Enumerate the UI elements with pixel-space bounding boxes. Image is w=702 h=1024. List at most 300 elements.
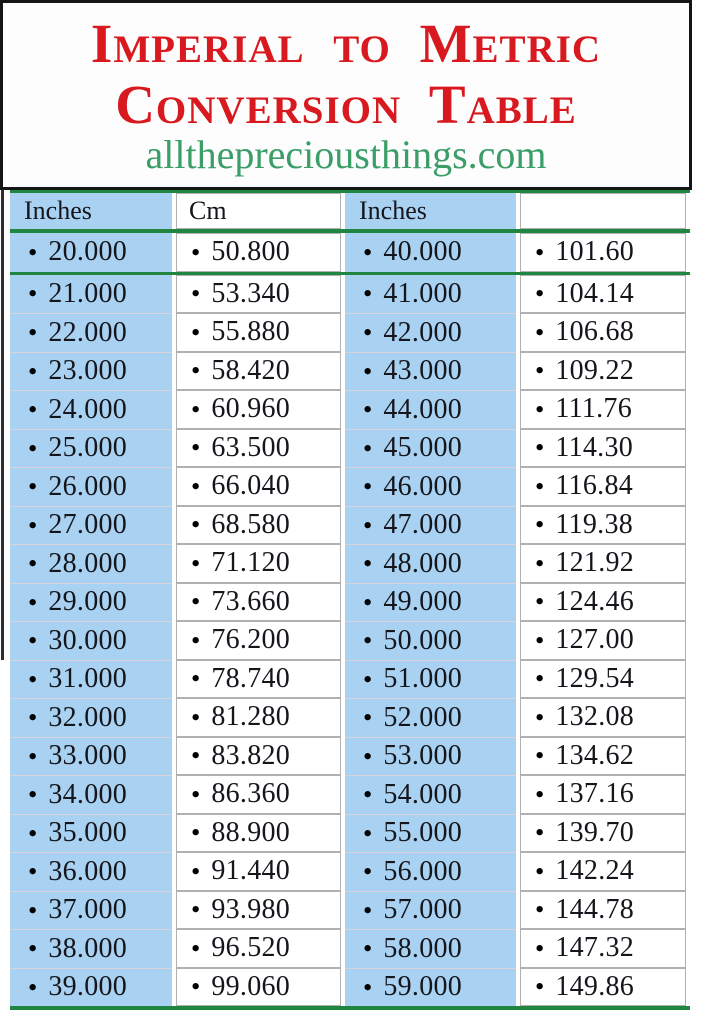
table-cell [10, 968, 172, 1007]
bullet-icon: • [191, 393, 201, 424]
table-cell [172, 544, 345, 583]
table-cell-box [176, 775, 341, 814]
table-cell [516, 814, 690, 853]
table-cell [345, 775, 516, 814]
cell-value: 42.000 [383, 316, 463, 348]
table-row [10, 390, 690, 429]
bullet-icon: • [535, 740, 545, 771]
cell-value: 44.000 [383, 393, 463, 425]
table-cell [345, 852, 516, 891]
table-cell [516, 233, 690, 272]
cell-value: 58.000 [383, 932, 463, 964]
table-bottom-border [10, 1006, 690, 1010]
table-cell [345, 275, 516, 314]
table-cell [172, 891, 345, 930]
cell-value: 39.000 [48, 971, 128, 1003]
table-cell [172, 313, 345, 352]
table-cell [10, 544, 172, 583]
table-cell [10, 698, 172, 737]
cell-value: 124.46 [555, 585, 635, 617]
cell-value: 66.040 [211, 470, 291, 502]
cell-value: 76.200 [211, 624, 291, 656]
cell-value: 32.000 [48, 701, 128, 733]
bullet-icon: • [28, 894, 38, 925]
table-cell [345, 583, 516, 622]
bullet-icon: • [535, 393, 545, 424]
cell-value: 21.000 [48, 277, 128, 309]
cell-value: 22.000 [48, 316, 128, 348]
cell-value: 99.060 [211, 970, 291, 1002]
table-row [10, 891, 690, 930]
cell-value: 56.000 [383, 855, 463, 887]
table-row [10, 467, 690, 506]
cell-value: 109.22 [555, 354, 635, 386]
table-cell-box [176, 852, 341, 891]
bullet-icon: • [191, 624, 201, 655]
table-cell-box [176, 233, 341, 272]
table-cell-box [176, 737, 341, 776]
bullet-icon: • [191, 971, 201, 1002]
bullet-icon: • [535, 470, 545, 501]
bullet-icon: • [28, 740, 38, 771]
table-row [10, 660, 690, 699]
table-row [10, 929, 690, 968]
table-cell [10, 583, 172, 622]
table-cell-box [520, 275, 686, 314]
table-cell [172, 583, 345, 622]
cell-value: 50.800 [211, 236, 291, 268]
cell-value: 57.000 [383, 894, 463, 926]
bullet-icon: • [191, 817, 201, 848]
bullet-icon: • [28, 432, 38, 463]
bullet-icon: • [363, 236, 373, 267]
table-cell [345, 737, 516, 776]
bullet-icon: • [191, 470, 201, 501]
table-cell [10, 352, 172, 391]
cell-value: 60.960 [211, 393, 291, 425]
cell-value: 51.000 [383, 663, 463, 695]
table-row [10, 429, 690, 468]
table-cell-box [520, 352, 686, 391]
table-cell-box [176, 275, 341, 314]
table-cell [516, 313, 690, 352]
table-cell [516, 660, 690, 699]
bullet-icon: • [28, 548, 38, 579]
table-header-row [10, 193, 690, 229]
table-row [10, 737, 690, 776]
cell-value: 86.360 [211, 778, 291, 810]
table-cell [10, 929, 172, 968]
conversion-table [10, 190, 690, 1010]
table-cell [345, 929, 516, 968]
table-cell [516, 506, 690, 545]
bullet-icon: • [363, 740, 373, 771]
table-cell [345, 429, 516, 468]
cell-value: 116.84 [555, 470, 634, 502]
table-cell [10, 275, 172, 314]
cell-value: 78.740 [211, 662, 291, 694]
table-cell-box [520, 968, 686, 1007]
bullet-icon: • [363, 548, 373, 579]
bullet-icon: • [535, 316, 545, 347]
cell-value: 53.000 [383, 740, 463, 772]
table-cell [172, 775, 345, 814]
page-title-line-1: Imperial to Metric [90, 13, 602, 74]
cell-value: 73.660 [211, 585, 291, 617]
bullet-icon: • [28, 236, 38, 267]
cell-value: 54.000 [383, 778, 463, 810]
cell-value: 83.820 [211, 739, 291, 771]
bullet-icon: • [191, 663, 201, 694]
cell-value: 147.32 [555, 932, 635, 964]
table-cell-box [176, 544, 341, 583]
table-cell [345, 390, 516, 429]
table-cell [172, 660, 345, 699]
cell-value: 27.000 [48, 509, 128, 541]
cell-value: 81.280 [211, 701, 291, 733]
column-header-inches-2: Inches [345, 193, 516, 229]
table-cell [516, 583, 690, 622]
cell-value: 47.000 [383, 509, 463, 541]
cell-value: 106.68 [555, 316, 635, 348]
bullet-icon: • [535, 932, 545, 963]
table-cell-box [520, 583, 686, 622]
bullet-icon: • [28, 933, 38, 964]
table-cell [10, 467, 172, 506]
bullet-icon: • [535, 432, 545, 463]
cell-value: 41.000 [383, 277, 463, 309]
cell-value: 29.000 [48, 586, 128, 618]
cell-value: 52.000 [383, 701, 463, 733]
cell-value: 129.54 [555, 662, 635, 694]
bullet-icon: • [363, 586, 373, 617]
bullet-icon: • [363, 317, 373, 348]
bullet-icon: • [28, 817, 38, 848]
cell-value: 23.000 [48, 355, 128, 387]
table-row [10, 852, 690, 891]
bullet-icon: • [535, 624, 545, 655]
table-cell [516, 467, 690, 506]
table-cell [345, 544, 516, 583]
table-cell [516, 544, 690, 583]
column-header-label: Cm [189, 196, 227, 225]
table-cell [172, 814, 345, 853]
table-cell-box [520, 698, 686, 737]
table-cell-box [176, 891, 341, 930]
bullet-icon: • [191, 316, 201, 347]
bullet-icon: • [191, 432, 201, 463]
bullet-icon: • [363, 625, 373, 656]
cell-value: 139.70 [555, 816, 635, 848]
table-cell [516, 275, 690, 314]
table-cell-box [520, 233, 686, 272]
bullet-icon: • [28, 471, 38, 502]
cell-value: 111.76 [555, 393, 633, 425]
table-cell [172, 852, 345, 891]
table-cell-box [176, 352, 341, 391]
table-row [10, 506, 690, 545]
bullet-icon: • [191, 701, 201, 732]
bullet-icon: • [535, 355, 545, 386]
table-row [10, 313, 690, 352]
bullet-icon: • [191, 894, 201, 925]
cell-value: 88.900 [211, 816, 291, 848]
table-cell [172, 698, 345, 737]
cell-value: 48.000 [383, 547, 463, 579]
cell-value: 114.30 [555, 431, 634, 463]
bullet-icon: • [535, 509, 545, 540]
page-title-line-2: Conversion Table [115, 74, 577, 136]
table-cell [10, 313, 172, 352]
table-cell [10, 506, 172, 545]
bullet-icon: • [28, 702, 38, 733]
column-header-inches-1: Inches [10, 193, 172, 229]
table-cell [10, 621, 172, 660]
table-cell [345, 233, 516, 272]
bullet-icon: • [28, 586, 38, 617]
cell-value: 121.92 [555, 547, 635, 579]
bullet-icon: • [535, 778, 545, 809]
bullet-icon: • [535, 547, 545, 578]
table-cell [172, 275, 345, 314]
table-cell [345, 968, 516, 1007]
bullet-icon: • [535, 236, 545, 267]
table-cell [172, 929, 345, 968]
cell-value: 24.000 [48, 393, 128, 425]
cell-value: 33.000 [48, 740, 128, 772]
cell-value: 43.000 [383, 355, 463, 387]
table-cell-box [176, 467, 341, 506]
table-cell-box [520, 621, 686, 660]
table-row [10, 583, 690, 622]
table-cell-box [176, 429, 341, 468]
cell-value: 137.16 [555, 778, 635, 810]
table-cell [516, 621, 690, 660]
bullet-icon: • [28, 971, 38, 1002]
cell-value: 91.440 [211, 855, 291, 887]
table-cell [172, 390, 345, 429]
table-cell [516, 891, 690, 930]
bullet-icon: • [191, 778, 201, 809]
table-cell [10, 775, 172, 814]
cell-value: 144.78 [555, 893, 635, 925]
table-cell [516, 737, 690, 776]
header-cell-box [520, 193, 686, 229]
bullet-icon: • [535, 855, 545, 886]
table-cell [10, 852, 172, 891]
bullet-icon: • [28, 625, 38, 656]
table-cell-box [520, 737, 686, 776]
cell-value: 36.000 [48, 855, 128, 887]
cell-value: 59.000 [383, 971, 463, 1003]
table-row [10, 698, 690, 737]
table-cell [10, 660, 172, 699]
cell-value: 68.580 [211, 508, 291, 540]
table-cell [10, 891, 172, 930]
bullet-icon: • [535, 586, 545, 617]
cell-value: 40.000 [383, 236, 463, 268]
table-row [10, 775, 690, 814]
bullet-icon: • [535, 663, 545, 694]
cell-value: 45.000 [383, 432, 463, 464]
cell-value: 132.08 [555, 701, 635, 733]
cell-value: 53.340 [211, 277, 291, 309]
table-cell [10, 737, 172, 776]
table-cell [172, 968, 345, 1007]
bullet-icon: • [363, 894, 373, 925]
bullet-icon: • [363, 702, 373, 733]
cell-value: 71.120 [211, 547, 291, 579]
cell-value: 58.420 [211, 354, 291, 386]
table-cell-box [520, 506, 686, 545]
bullet-icon: • [363, 394, 373, 425]
bullet-icon: • [535, 817, 545, 848]
cell-value: 101.60 [555, 236, 635, 268]
cell-value: 37.000 [48, 894, 128, 926]
table-row [10, 621, 690, 660]
bullet-icon: • [363, 509, 373, 540]
table-cell [516, 968, 690, 1007]
cell-value: 93.980 [211, 893, 291, 925]
bullet-icon: • [28, 509, 38, 540]
cell-value: 142.24 [555, 855, 635, 887]
table-cell-box [520, 544, 686, 583]
table-row [10, 233, 690, 272]
bullet-icon: • [363, 471, 373, 502]
table-cell [345, 506, 516, 545]
bullet-icon: • [363, 856, 373, 887]
cell-value: 34.000 [48, 778, 128, 810]
bullet-icon: • [191, 547, 201, 578]
bullet-icon: • [191, 932, 201, 963]
table-cell-box [520, 891, 686, 930]
table-cell [516, 390, 690, 429]
bullet-icon: • [191, 509, 201, 540]
bullet-icon: • [28, 317, 38, 348]
table-row [10, 814, 690, 853]
cell-value: 149.86 [555, 970, 635, 1002]
table-cell [10, 814, 172, 853]
table-cell-box [520, 429, 686, 468]
table-cell-box [176, 660, 341, 699]
cell-value: 28.000 [48, 547, 128, 579]
cell-value: 96.520 [211, 932, 291, 964]
table-cell [516, 352, 690, 391]
cell-value: 55.880 [211, 316, 291, 348]
title-box [0, 0, 692, 190]
table-cell [172, 467, 345, 506]
table-cell [172, 506, 345, 545]
bullet-icon: • [191, 586, 201, 617]
bullet-icon: • [363, 432, 373, 463]
cell-value: 38.000 [48, 932, 128, 964]
table-cell-box [520, 467, 686, 506]
cell-value: 134.62 [555, 739, 635, 771]
table-cell-box [176, 390, 341, 429]
cell-value: 127.00 [555, 624, 635, 656]
table-row [10, 275, 690, 314]
table-cell [516, 775, 690, 814]
table-cell-box [520, 390, 686, 429]
table-row [10, 968, 690, 1007]
table-cell [172, 429, 345, 468]
cell-value: 119.38 [555, 508, 634, 540]
bullet-icon: • [363, 971, 373, 1002]
table-cell [345, 313, 516, 352]
table-cell [172, 621, 345, 660]
table-cell [10, 390, 172, 429]
bullet-icon: • [191, 278, 201, 309]
table-cell [10, 233, 172, 272]
cell-value: 31.000 [48, 663, 128, 695]
table-cell [345, 621, 516, 660]
table-cell-box [520, 814, 686, 853]
bullet-icon: • [535, 701, 545, 732]
table-cell [516, 852, 690, 891]
table-cell [345, 698, 516, 737]
bullet-icon: • [28, 663, 38, 694]
cell-value: 26.000 [48, 470, 128, 502]
bullet-icon: • [363, 933, 373, 964]
table-cell [172, 233, 345, 272]
table-cell-box [520, 313, 686, 352]
table-cell [516, 929, 690, 968]
cell-value: 35.000 [48, 817, 128, 849]
bullet-icon: • [363, 355, 373, 386]
bullet-icon: • [363, 663, 373, 694]
bullet-icon: • [363, 278, 373, 309]
table-cell [10, 429, 172, 468]
table-cell-box [176, 814, 341, 853]
header-cell-box [176, 193, 341, 229]
table-cell-box [520, 852, 686, 891]
bullet-icon: • [191, 740, 201, 771]
table-cell [172, 352, 345, 391]
bullet-icon: • [28, 355, 38, 386]
cell-value: 25.000 [48, 432, 128, 464]
table-cell [345, 467, 516, 506]
bullet-icon: • [28, 779, 38, 810]
table-cell-box [176, 583, 341, 622]
cell-value: 50.000 [383, 624, 463, 656]
table-cell-box [520, 775, 686, 814]
table-cell-box [520, 660, 686, 699]
bullet-icon: • [191, 236, 201, 267]
bullet-icon: • [535, 971, 545, 1002]
bullet-icon: • [535, 278, 545, 309]
cell-value: 30.000 [48, 624, 128, 656]
bullet-icon: • [191, 355, 201, 386]
table-cell [516, 429, 690, 468]
bullet-icon: • [363, 817, 373, 848]
table-cell [345, 352, 516, 391]
table-row [10, 544, 690, 583]
bullet-icon: • [28, 278, 38, 309]
cell-value: 55.000 [383, 817, 463, 849]
cell-value: 46.000 [383, 470, 463, 502]
column-header-cm-2 [516, 193, 690, 229]
table-cell-box [176, 621, 341, 660]
bullet-icon: • [28, 394, 38, 425]
table-cell-box [176, 968, 341, 1007]
table-cell [345, 814, 516, 853]
column-header-cm-1 [172, 193, 345, 229]
bullet-icon: • [363, 779, 373, 810]
left-border-line [1, 190, 4, 660]
table-cell [345, 660, 516, 699]
table-cell-box [176, 698, 341, 737]
cell-value: 20.000 [48, 236, 128, 268]
